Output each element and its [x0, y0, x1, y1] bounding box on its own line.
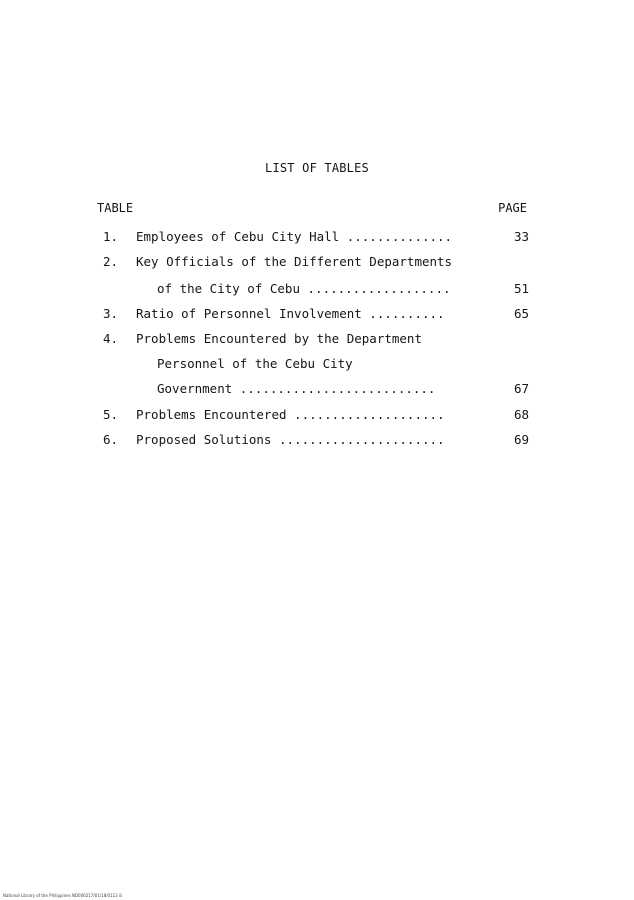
entry-page: 69	[513, 432, 529, 447]
toc-entry-4	[0, 331, 634, 347]
entry-title: Key Officials of the Different Departments	[136, 254, 453, 269]
table-column-header: TABLE	[97, 201, 134, 215]
entry-page: 67	[513, 381, 529, 396]
toc-entry-4-continued-2	[0, 381, 634, 397]
scan-footer: National Library of the Philippines ND000217/01/18/0113 iii	[3, 893, 123, 898]
entry-page: 65	[513, 306, 529, 321]
entry-title: Proposed Solutions ......................	[136, 432, 445, 447]
toc-entry-6	[0, 432, 634, 448]
entry-number: 3.	[103, 306, 119, 321]
toc-entry-4-continued	[0, 356, 634, 372]
entry-number: 2.	[103, 254, 119, 269]
toc-entry-2-continued	[0, 281, 634, 297]
entry-page: 68	[513, 407, 529, 422]
entry-page: 51	[513, 281, 529, 296]
entry-title: of the City of Cebu ...................	[157, 281, 451, 296]
toc-entry-2	[0, 254, 634, 270]
toc-entry-3	[0, 306, 634, 322]
entry-number: 4.	[103, 331, 119, 346]
toc-entry-5	[0, 407, 634, 423]
entry-title: Employees of Cebu City Hall ..............	[136, 229, 453, 244]
entry-number: 1.	[103, 229, 119, 244]
entry-page: 33	[513, 229, 529, 244]
entry-title: Ratio of Personnel Involvement ..........	[136, 306, 445, 321]
entry-title: Problems Encountered by the Department	[136, 331, 422, 346]
entry-number: 6.	[103, 432, 119, 447]
page-title: LIST OF TABLES	[265, 161, 369, 175]
entry-number: 5.	[103, 407, 119, 422]
toc-entry-1	[0, 229, 634, 245]
entry-title: Problems Encountered ....................	[136, 407, 445, 422]
page-column-header: PAGE	[498, 201, 527, 215]
entry-title: Government ..........................	[157, 381, 436, 396]
entry-title: Personnel of the Cebu City	[157, 356, 353, 371]
